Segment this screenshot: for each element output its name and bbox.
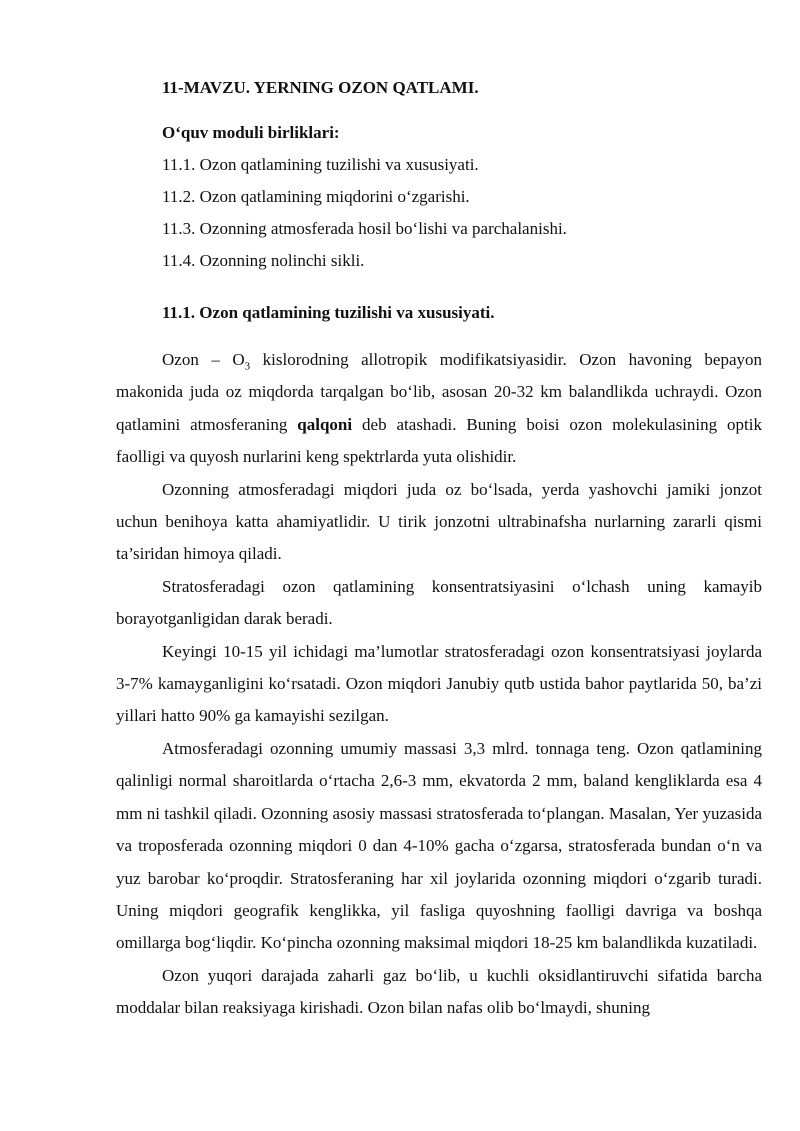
paragraph-5: Atmosferadagi ozonning umumiy massasi 3,3 mlrd. tonnaga teng. Ozon qatlamining qalinligi normal sharoitlarda o‘rtacha 2,6-3 mm, ekvatorda 2 mm, baland kengliklarda esa 4 mm ni tashkil qiladi. Ozonning asosiy massasi stratosferada to‘plangan. Masalan, Yer yuzasida va troposferada ozonning miqdori 0 dan 4-10% gacha o‘zgarsa, stratosferada bundan o‘n va yuz barobar ko‘proqdir. Stratosferaning har xil joylarida ozonning miqdori o‘zgarib turadi. Uning miqdori geografik kenglikka, yil fasliga quyoshning faolligi davriga va boshqa omillarga bog‘liqdir. Ko‘pincha ozonning maksimal miqdori 18-25 km balandlikda kuzatiladi.	[116, 738, 762, 953]
paragraph-6: Ozon yuqori darajada zaharli gaz bo‘lib, u kuchli oksidlantiruvchi sifatida barcha moddalar bilan reaksiyaga kirishadi. Ozon bilan nafas olib bo‘lmaydi, shuning	[116, 965, 762, 1018]
page-title: 11-MAVZU. YERNING OZON QATLAMI.	[162, 78, 479, 97]
module-item-3: 11.3. Ozonning atmosferada hosil bo‘lishi va parchalanishi.	[162, 219, 567, 238]
p1-subscript: 3	[244, 360, 251, 373]
paragraph-2: Ozonning atmosferadagi miqdori juda oz bo‘lsada, yerda yashovchi jamiki jonzot uchun benihoya katta ahamiyatlidir. U tirik jonzotni ultrabinafsha nurlarning zararli qismi ta’siridan himoya qiladi.	[116, 479, 762, 564]
paragraph-4: Keyingi 10-15 yil ichidagi ma’lumotlar stratosferadagi ozon konsentratsiyasi joylarda 3-7% kamayganligini ko‘rsatadi. Ozon miqdori Janubiy qutb ustida bahor paytlarida 50, ba’zi yillari hatto 90% ga kamayishi sezilgan.	[116, 641, 762, 726]
module-item-1: 11.1. Ozon qatlamining tuzilishi va xususiyati.	[162, 155, 479, 174]
p1-part2: kislorodning allotropik modifikatsiyasidir. Ozon havoning bepayon makonida juda oz miqdorda tarqalgan bo‘lib, asosan 20-32 km balandlikda uchraydi. Ozon qatlamini atmosferaning	[116, 350, 762, 434]
section-heading: 11.1. Ozon qatlamining tuzilishi va xususiyati.	[162, 303, 495, 322]
p1-part1: Ozon – O	[162, 350, 245, 369]
module-item-4: 11.4. Ozonning nolinchi sikli.	[162, 251, 365, 270]
paragraph-3: Stratosferadagi ozon qatlamining konsentratsiyasini o‘lchash uning kamayib borayotganligidan darak beradi.	[116, 576, 762, 629]
modules-heading: O‘quv moduli birliklari:	[162, 123, 340, 142]
body-text	[116, 344, 762, 1025]
p1-bold-term: qalqoni	[297, 414, 353, 434]
p1-part3: deb atashadi. Buning boisi ozon molekulasining optik faolligi va quyosh nurlarini keng spektrlarda yuta olishidir.	[116, 414, 762, 467]
paragraph-1	[116, 344, 762, 474]
module-item-2: 11.2. Ozon qatlamining miqdorini o‘zgarishi.	[162, 187, 470, 206]
